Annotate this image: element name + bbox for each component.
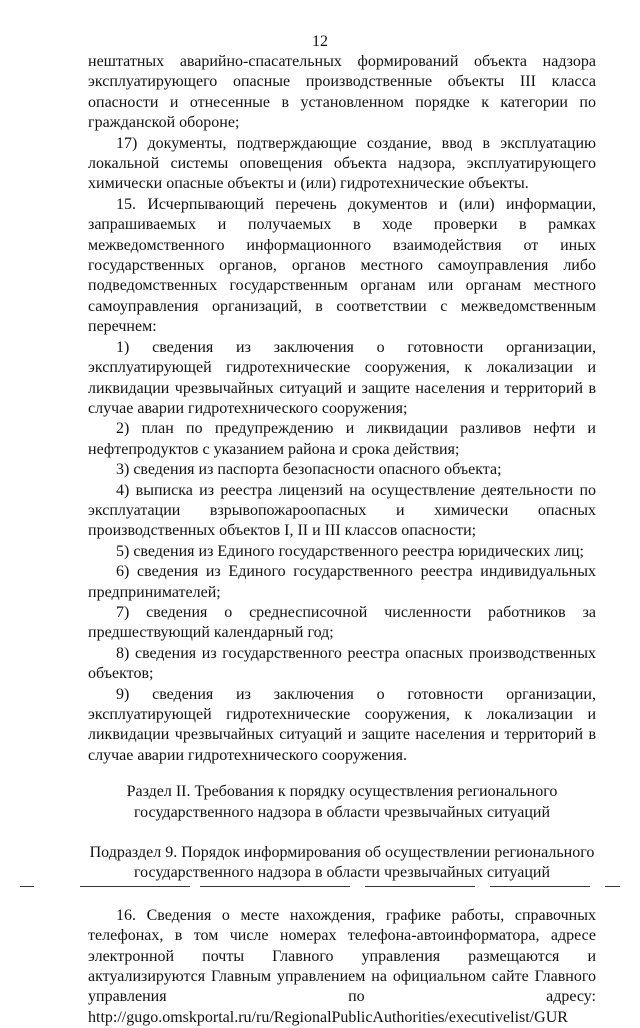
subsection-heading-line: Подраздел 9. Порядок информирования об осуществлении регионального xyxy=(89,844,595,862)
list-item: 1) сведения из заключения о готовности организации, эксплуатирующей гидротехнические сооружения, к локализации и ликвидации чрезвычайных ситуаций и защите населения и территорий в случае аварии гидротехнического сооружения; xyxy=(88,338,596,417)
item-17-paragraph: 17) документы, подтверждающие создание, ввод в эксплуатацию локальной системы оповещения объекта надзора, эксплуатирующего химически опасные объекты и (или) гидротехнические объекты. xyxy=(88,134,596,193)
page-number: 12 xyxy=(312,33,328,50)
section-heading xyxy=(88,782,596,823)
list-item: 5) сведения из Единого государственного реестра юридических лиц; xyxy=(116,542,584,560)
paragraph-15: 15. Исчерпывающий перечень документов и (или) информации, запрашиваемых и получаемых в ходе проверки в рамках межведомственного информационного взаимодействия от иных государственных органов, органов местного самоуправления либо подведомственных государственным органам или органам местного самоуправления организаций, в соответствии с межведомственным перечнем: xyxy=(88,195,596,336)
list-item: 8) сведения из государственного реестра опасных производственных объектов; xyxy=(88,644,596,683)
subsection-heading-line: государственного надзора в области чрезвычайных ситуаций xyxy=(133,864,550,882)
paragraph-16: 16. Сведения о месте нахождения, графике работы, справочных телефонах, в том числе номерах телефона-автоинформатора, адресе электронной почты Главного управления размещаются и актуализируются Главным управлением на официальном сайте Главного управления по адресу: http://gugo.omskportal.ru/ru/RegionalPublicAuthorities/executivelist/GUR xyxy=(88,906,596,1026)
list-item: 6) сведения из Единого государственного реестра индивидуальных предпринимателей; xyxy=(88,563,596,601)
list-item: 2) план по предупреждению и ликвидации разливов нефти и нефтепродуктов с указанием района и срока действия; xyxy=(88,420,596,458)
section-heading-line: Раздел II. Требования к порядку осуществления регионального xyxy=(126,783,558,801)
subsection-heading xyxy=(88,843,596,884)
footer-rule xyxy=(20,886,620,890)
list-item: 9) сведения из заключения о готовности организации, эксплуатирующей гидротехнические сооружения, к локализации и ликвидации чрезвычайных ситуаций и защите населения и территорий в случае аварии гидротехнического сооружения. xyxy=(88,685,596,764)
list-item: 3) сведения из паспорта безопасности опасного объекта; xyxy=(116,461,502,479)
list-item: 7) сведения о среднесписочной численности работников за предшествующий календарный год; xyxy=(88,603,596,642)
document-body xyxy=(88,52,596,1028)
continued-paragraph: нештатных аварийно-спасательных формирований объекта надзора эксплуатирующего опасные производственные объекты III класса опасности и отнесенные в установленном порядке к категории по гражданской обороне; xyxy=(88,53,596,132)
section-heading-line: государственного надзора в области чрезвычайных ситуаций xyxy=(133,803,550,821)
list-item: 4) выписка из реестра лицензий на осуществление деятельности по эксплуатации взрывопожароопасных и химически опасных производственных объектов I, II и III классов опасности; xyxy=(88,481,596,540)
